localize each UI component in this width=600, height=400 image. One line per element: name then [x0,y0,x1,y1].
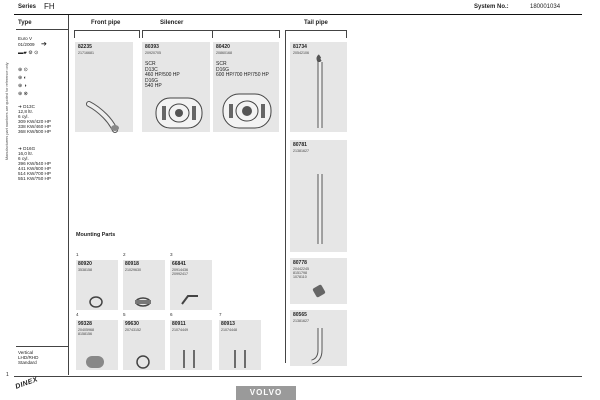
mounting-part-icon [219,320,261,370]
engine-d13c [18,104,51,134]
oe-reference: 20992417 [172,272,188,276]
front-pipe-rule [74,30,140,31]
front-pipe-tick-left [74,30,75,38]
engine-displacement: 16,0 ltr. [18,151,34,156]
engine-power: 368 KW/500 HP [18,129,51,134]
part-card-80393[interactable] [142,42,210,132]
installation-info [18,350,38,365]
engine-power: 396 KW/540 HP [18,161,51,166]
engine-cylinders: 6 cyl. [18,156,29,161]
part-number: 80920 [78,261,92,267]
system-label: System No.: [474,4,509,10]
oe-reference: 1078110 [293,275,307,279]
engine-name: D16G [23,146,36,151]
mounting-part-card[interactable] [76,320,118,370]
make-badge: VOLVO [236,386,296,400]
mounting-part-card[interactable] [170,260,212,310]
pipe-icon [290,140,347,252]
engine-power: 514 KW/700 HP [18,171,51,176]
oe-reference: 20442245 [293,267,309,271]
oe-reference: 21074449 [172,328,188,332]
tail-pipe-icon [290,42,347,132]
part-card-80781[interactable] [290,140,347,252]
engine-d16g [18,146,51,181]
mounting-part-icon [76,260,118,310]
part-card-80565[interactable] [290,310,347,366]
installation-type: Vertical [18,350,34,355]
mounting-part-icon [123,260,165,310]
mounting-part-card[interactable] [123,260,165,310]
mounting-part-icon [170,260,212,310]
spec-line: D16G [216,66,230,73]
oe-reference: 3538158 [78,268,92,272]
part-number: 99328 [78,321,92,327]
drive-side: LHD/RHD [18,355,39,360]
silencer-icon [213,42,279,132]
production-date: 01/2009 [18,42,35,47]
mounting-item-number: 7 [219,312,222,317]
mounting-item-number: 4 [76,312,79,317]
mounting-part-icon [123,320,165,370]
arrow-right-icon: ➔ [41,41,47,48]
mounting-parts-heading: Mounting Parts [76,232,116,238]
oe-reference: 20405968 [78,328,94,332]
silencer-icon [142,42,210,132]
mounting-part-card[interactable] [123,320,165,370]
part-number: 99630 [125,321,139,327]
part-number: 80778 [293,260,307,266]
oe-reference: 21381627 [293,149,309,153]
engine-cylinders: 6 cyl. [18,114,29,119]
tail-pipe-tick-left [285,30,286,38]
series-label: Series [18,4,37,10]
footer-left-rule [16,346,68,347]
silencer-rule [142,30,280,31]
mounting-part-icon [170,320,212,370]
euro-norm: Euro V [18,36,33,41]
axle-config-icon-1: ⊕ ⊙ [18,67,28,73]
mounting-part-icon [76,320,118,370]
spec-line: SCR [145,61,156,67]
type-label: Type [18,20,32,26]
oe-reference: 20914436 [172,268,188,272]
spec-line: SCR [216,61,227,67]
spec-line: 460 HP/500 HP [145,72,180,79]
part-number: 66841 [172,261,186,267]
part-card-81734[interactable] [290,42,347,132]
config-icons [18,66,28,98]
front-pipe-icon [75,42,133,132]
part-number: 82235 [78,44,92,50]
part-number: 81734 [293,44,307,50]
part-number: 80781 [293,142,307,148]
silencer-heading: Silencer [160,20,184,26]
truck-icon: ▬▰ [18,50,27,56]
part-number: 80565 [293,312,307,318]
spec-line: D13C [145,66,158,73]
engine-displacement: 12,8 ltr. [18,109,34,114]
arrow-right-icon: ➔ [18,104,22,109]
tail-pipe-bend-icon [290,310,347,366]
tail-pipe-tick-right [346,30,347,38]
mounting-part-card[interactable] [219,320,261,370]
tail-pipe-rule [285,30,347,31]
type-rule [16,29,68,30]
engine-power: 309 KW/420 HP [18,119,51,124]
mounting-item-number: 3 [170,252,173,257]
vehicle-icons [18,50,38,56]
spec-line: 600 HP/700 HP/750 HP [216,72,269,79]
part-card-80420[interactable] [213,42,279,132]
tail-pipe-heading: Tail pipe [304,20,328,26]
mounting-item-number: 2 [123,252,126,257]
oe-reference: 8158156 [78,332,92,336]
oe-reference: 21381627 [293,319,309,323]
standard-label: Standard [18,360,37,365]
silencer-tick-mid [212,30,213,38]
clamp-icon [290,258,347,304]
axle-config-icon-2: ⊕ ◐ [18,75,27,81]
part-number: 80918 [125,261,139,267]
part-card-80778[interactable] [290,258,347,304]
oe-reference: 20743152 [125,328,141,332]
engine-power: 441 KW/600 HP [18,166,51,171]
footer-rule [14,376,582,377]
silencer-tick-left [142,30,143,38]
engine-name: D13C [23,104,35,109]
part-number: 80913 [221,321,235,327]
oe-reference: 21716681 [78,51,94,55]
part-number: 80393 [145,44,159,50]
side-note: Manufacturers part numbers are quoted for reference only [5,62,9,160]
spec-line: 540 HP [145,83,162,90]
mounting-item-number: 1 [76,252,79,257]
oe-reference: 20920705 [145,51,161,55]
mounting-item-number: 6 [170,312,173,317]
left-divider [68,15,69,375]
engine-power: 551 KW/750 HP [18,176,51,181]
oe-reference: 21074448 [221,328,237,332]
arrow-right-icon: ➔ [18,146,22,151]
front-pipe-tick-right [139,30,140,38]
oe-reference: 20542106 [293,51,309,55]
spec-line: D16G [145,77,159,84]
mounting-item-number: 5 [123,312,126,317]
silencer-tick-right [279,30,280,38]
mounting-part-card[interactable] [76,260,118,310]
page-number: 1 [6,372,9,378]
axle-config-icon-3: ⊕ ◑ [18,83,27,89]
oe-reference: 20860168 [216,51,232,55]
part-number: 80420 [216,44,230,50]
wheel-icon: ⊙ [34,50,39,56]
oe-reference: 21029630 [125,268,141,272]
header-rule [14,14,582,15]
front-pipe-heading: Front pipe [91,20,121,26]
oe-reference: 8151798 [293,271,307,275]
dinex-logo: DINEX [14,376,39,391]
part-number: 80911 [172,321,186,327]
series-value: FH [44,2,55,11]
engine-power: 338 KW/460 HP [18,124,51,129]
mounting-part-card[interactable] [170,320,212,370]
axle-config-icon-4: ⊕ ⊗ [18,91,28,97]
tail-pipe-bracket [285,38,286,363]
system-value: 180001034 [530,4,561,10]
gear-icon: ⚙ [28,50,33,56]
part-card-82235[interactable] [75,42,133,132]
